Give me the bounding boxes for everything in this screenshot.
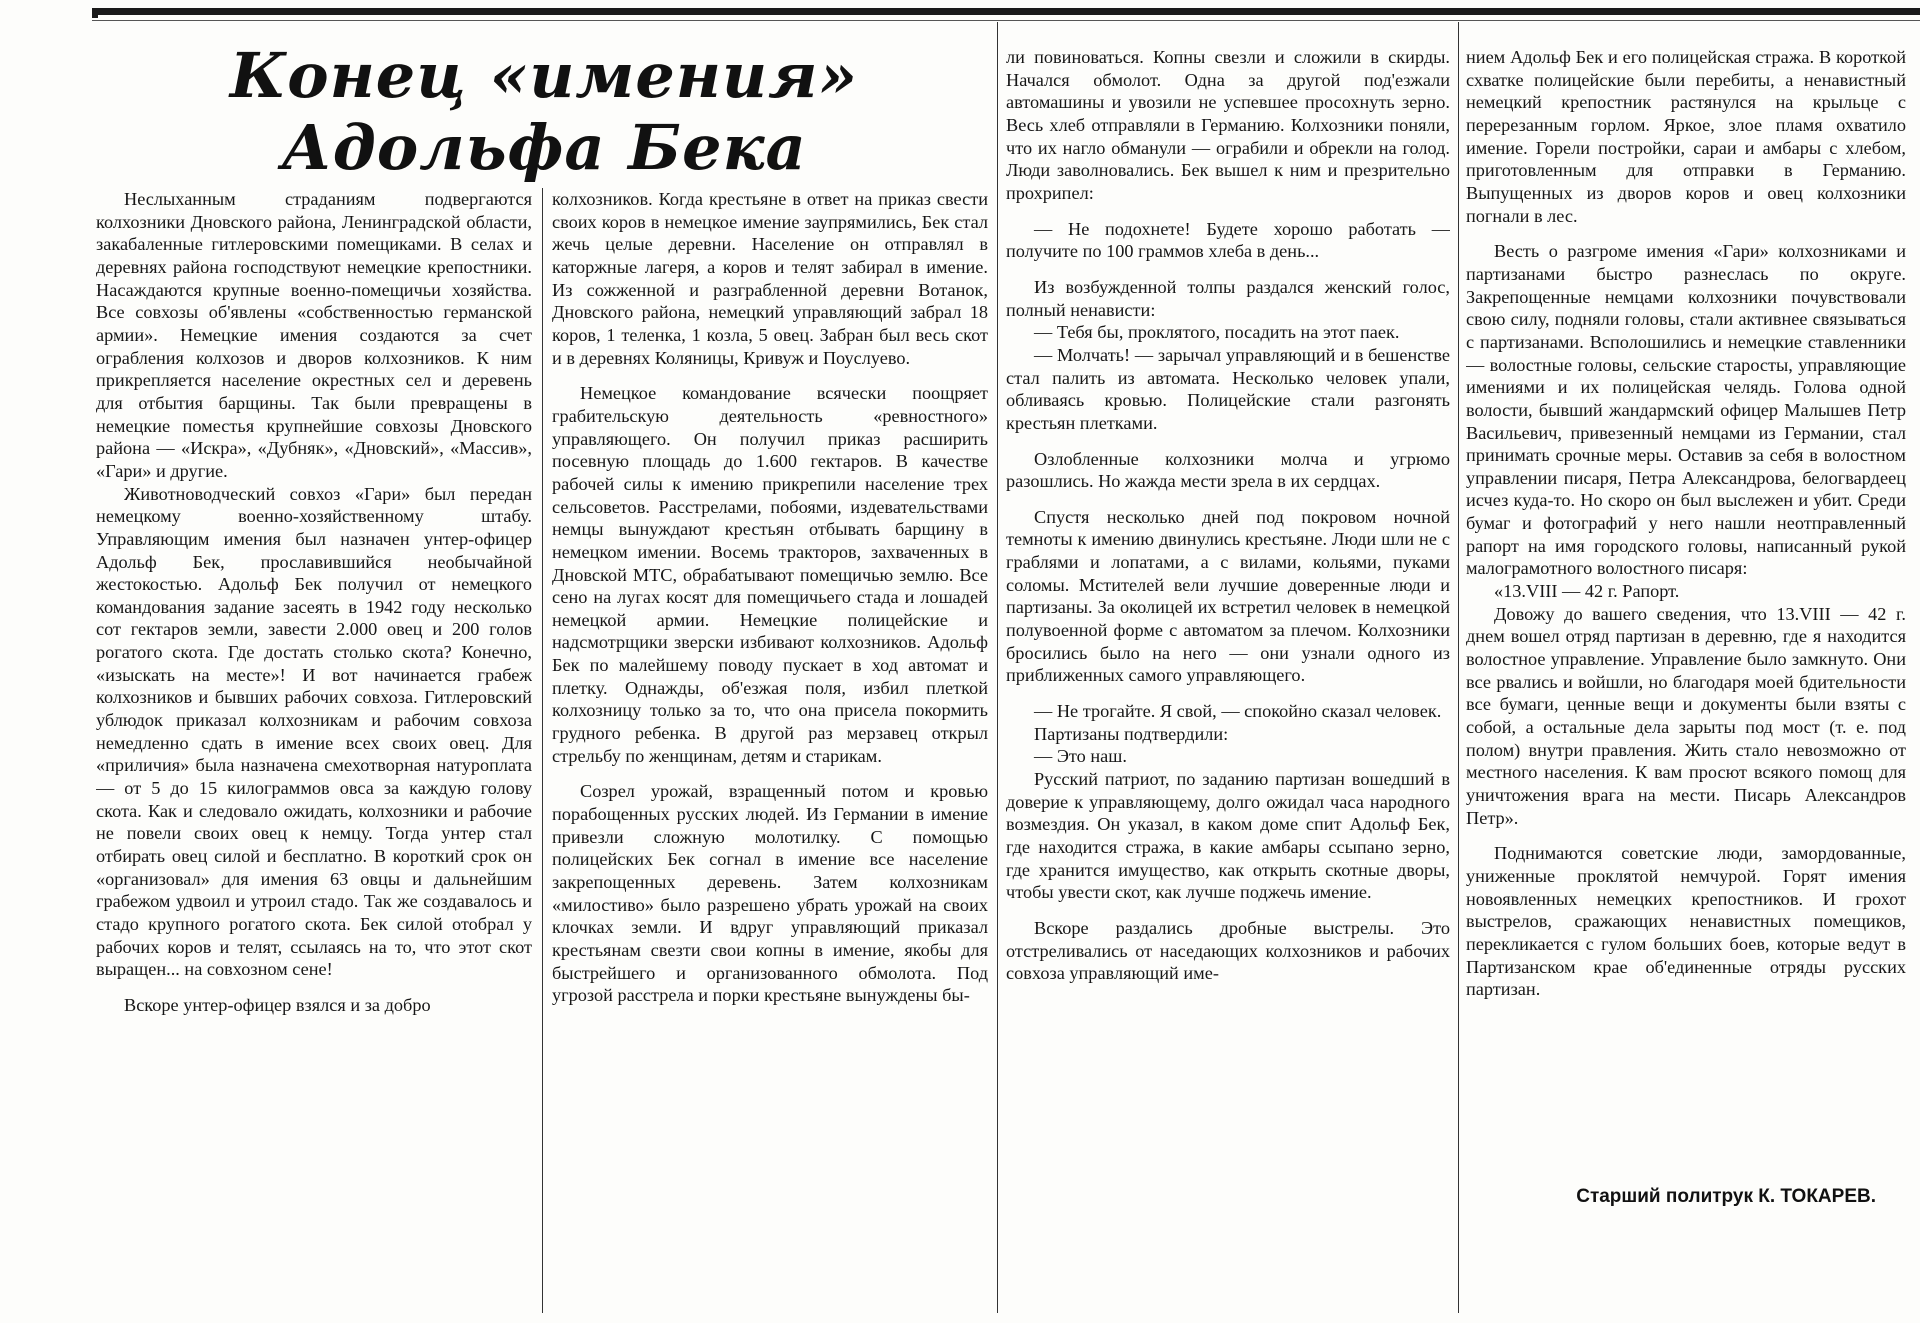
paragraph: — Это наш. [1034,746,1127,767]
paragraph: Русский патриот, по заданию партизан вошедший в доверие к управляющему, долго ожидал часа народного возмездия. Он указал, в каком доме спит Адольф Бек, где находится стража, в какие амбары ссыпано зерно, где хранится имущество, как открыть скотные дворы, чтобы увести скот, как лучше поджечь имение. [1006,769,1450,903]
paragraph: Поднимаются советские люди, замордованные, униженные проклятой немчурой. Горят имения новоявленных немецких крепостников. И грохот выстрелов, сражающих ненавистных помещиков, перекликается с гулом больших боев, которые ведут в Партизанском крае об'единенные отряды русских партизан. [1466,843,1906,1000]
paragraph: Озлобленные колхозники молча и угрюмо разошлись. Но жажда мести зрела в их сердцах. [1006,448,1450,492]
paragraph: — Не трогайте. Я свой, — спокойно сказал человек. [1034,701,1442,722]
column-divider [1458,22,1459,1313]
paragraph: Вскоре раздались дробные выстрелы. Это отстреливались от наседающих колхозников и рабочих совхоза управляющий име- [1006,917,1450,984]
article-headline: Конец «имения» Адольфа Бека [229,39,859,184]
paragraph: нием Адольф Бек и его полицейская стража. В короткой схватке полицейские были перебиты, а ненавистный немецкий крепостник растянулся на крыльце с перерезанным горлом. Яркое, злое пламя охватило имение. Горели постройки, сараи и амбары с хлебом, приготовленным для отправки в Германию. Выпущенных из дворов коров и овец колхозники погнали в лес. [1466,47,1906,226]
paragraph: Немецкое командование всячески поощряет грабительскую деятельность «ревностного» управляющего. Он получил приказ расширить посевную площадь до 1.600 гектаров. В качестве рабочей силы к имению прикрепили население трех сельсоветов. Расстрелами, побоями, издевательствами немцы вынуждают крестьян отбывать барщину в немецком имении. Восемь тракторов, захваченных в Дновской МТС, обрабатывают помещичью землю. Все сено на лугах косят для помещичьего стада и лошадей немецкой армии. Немецкие полицейские и надсмотрщики зверски избивают колхозников. Адольф Бек по малейшему поводу пускает в ход автомат и плетку. Однажды, об'езжая поля, избил плеткой колхозницу только за то, что она присела покормить грудного ребенка. В другой раз мерзавец открыл стрельбу по женщинам, детям и старикам. [552,383,988,766]
paragraph: ли повиноваться. Копны свезли и сложили в скирды. Начался обмолот. Одна за другой под'езжали автомашины и увозили не успевшее просохнуть зерно. Весь хлеб отправляли в Германию. Колхозники поняли, что их нагло обманули — ограбили и обрекли на голод. Люди заволновались. Бек вышел к ним и презрительно прохрипел: [1006,47,1450,203]
paragraph: — Тебя бы, проклятого, посадить на этот паек. [1034,322,1400,343]
top-border-rule [92,8,1920,15]
author-signature: Старший политрук К. ТОКАРЕВ. [1576,1186,1876,1207]
paragraph: колхозников. Когда крестьяне в ответ на приказ свести своих коров в немецкое имение заупрямились, Бек стал жечь целые деревни. Население он отправлял в каторжные лагеря, а коров и телят забирал в имение. Из сожженной и разграбленной деревни Вотанок, Дновского района, немецкий управляющий забрал 18 коров, 1 теленка, 1 козла, 5 овец. Забран был весь скот и в деревнях Коляницы, Кривуж и Поуслуево. [552,189,988,368]
paragraph: Неслыханным страданиям подвергаются колхозники Дновского района, Ленинградской области, закабаленные гитлеровскими помещиками. В селах и деревнях района господствуют немецкие крепостники. Насаждаются крупные военно-помещичьи хозяйства. Все совхозы об'явлены «собственностью германской армии». Немецкие имения создаются за счет ограбления колхозов и дворов колхозников. К ним прикрепляется население окрестных сел и деревень для отбытия барщины. Так были превращены в немецкие поместья крупнейшие совхозы Дновского района — «Искра», «Дубняк», «Дновский», «Массив», «Гари» и другие. [96,189,532,481]
paragraph: Животноводческий совхоз «Гари» был передан немецкому военно-хозяйственному штабу. Управляющим имения был назначен унтер-офицер Адольф Бек, прославившийся необычайной жестокостью. Адольф Бек получил от немецкого командования задание засеять в 1942 году несколько сот гектаров земли, завести 2.000 овец и 200 голов рогатого скота. Где достать столько скота? Конечно, «изыскать на месте»! И вот начинается грабеж колхозников и бывших рабочих совхоза. Гитлеровский ублюдок приказал колхозникам и рабочим совхоза немедленно сдать в имение всех своих овец. Для «приличия» была назначена смехотворная натуроплата — от 5 до 15 килограммов овса за каждую голову скота. Как и следовало ожидать, колхозники и рабочие не повели своих овец к немцу. Тогда унтер стал отбирать овец силой и бесплатно. В короткий срок он «организовал» для имения 63 овцы и дальнейшим грабежом удвоил и утроил стадо. Так же создавалось и стадо крупного рогатого скота. Бек силой отобрал у рабочих коров и телят, ссылаясь на то, что этот скот выращен... на совхозном сене! [96,483,532,980]
paragraph: Вскоре унтер-офицер взялся и за добро [124,994,431,1015]
paragraph: Спустя несколько дней под покровом ночной темноты к имению двинулись крестьяне. Люди шли не с граблями и лопатами, а с вилами, кольями, пуками соломы. Мстителей вели лучшие доверенные люди и партизаны. За околицей их встретил человек в немецкой полувоенной форме с автоматом за плечом. Колхозники бросились было на него — они узнали одного из приближенных самого управляющего. [1006,506,1450,686]
paragraph: — Не подохнете! Будете хорошо работать — получите по 100 граммов хлеба в день... [1006,218,1450,262]
corner-mark [92,8,98,18]
text-column-2 [552,188,988,1318]
paragraph: Весть о разгроме имения «Гари» колхозниками и партизанами быстро разнеслась по округе. Закрепощенные немцами колхозники почувствовали свою силу, подняли головы, стали активнее связываться с партизанами. Всполошились и немецкие ставленники — волостные головы, сельские старосты, управляющие имениями и их полицейская челядь. Голова одной волости, бывший жандармский офицер Малышев Петр Васильевич, привезенный немцами из Германии, стал принимать срочные меры. Оставив за себя в волостном управлении писаря, Петра Александрова, белогвардеец исчез куда-то. Но скоро он был выслежен и убит. Среди бумаг и фотографий у него нашли неотправленный рапорт на имя городского головы, написанный рукой малограмотного волостного писаря: [1466,241,1906,579]
column-divider [542,188,543,1313]
report-heading: «13.VIII — 42 г. Рапорт. [1494,581,1680,602]
text-column-3 [1006,46,1450,1318]
top-border-thin-rule [92,20,1920,21]
column-divider [997,22,998,1313]
paragraph: — Молчать! — зарычал управляющий и в бешенстве стал палить из автомата. Несколько человек упали, обливаясь кровью. Полицейские стали разгонять крестьян плетками. [1006,344,1450,433]
text-column-1 [96,188,532,1318]
text-column-4 [1466,46,1906,1286]
paragraph: Созрел урожай, взращенный потом и кровью порабощенных русских людей. Из Германии в имение привезли сложную молотилку. С помощью полицейских Бек согнал в имение все население закрепощенных деревень. Затем колхозникам «милостиво» было разрешено убрать урожай на своих клочках земли. И вдруг управляющий приказал крестьянам свезти свои копны в имение, якобы для быстрейшего и организованного обмолота. Под угрозой расстрела и порки крестьяне вынуждены бы- [552,781,988,1006]
paragraph: Партизаны подтвердили: [1034,723,1229,744]
paragraph: Из возбужденной толпы раздался женский голос, полный ненависти: [1006,276,1450,320]
paragraph: Довожу до вашего сведения, что 13.VIII — 42 г. днем вошел отряд партизан в деревню, где я находится волостное управление. Управление было замкнуто. Они все рвались и войшли, но благодаря моей бдительности все бумаги, ценные вещи и документы были взяты с собой, а остальные дела зарыты под мост (т. е. под полом) внутри правления. Жить стало невозможно от местного населения. К вам просют всякого помощ для уничтожения врага на мести. Писарь Александров Петр». [1466,603,1906,828]
